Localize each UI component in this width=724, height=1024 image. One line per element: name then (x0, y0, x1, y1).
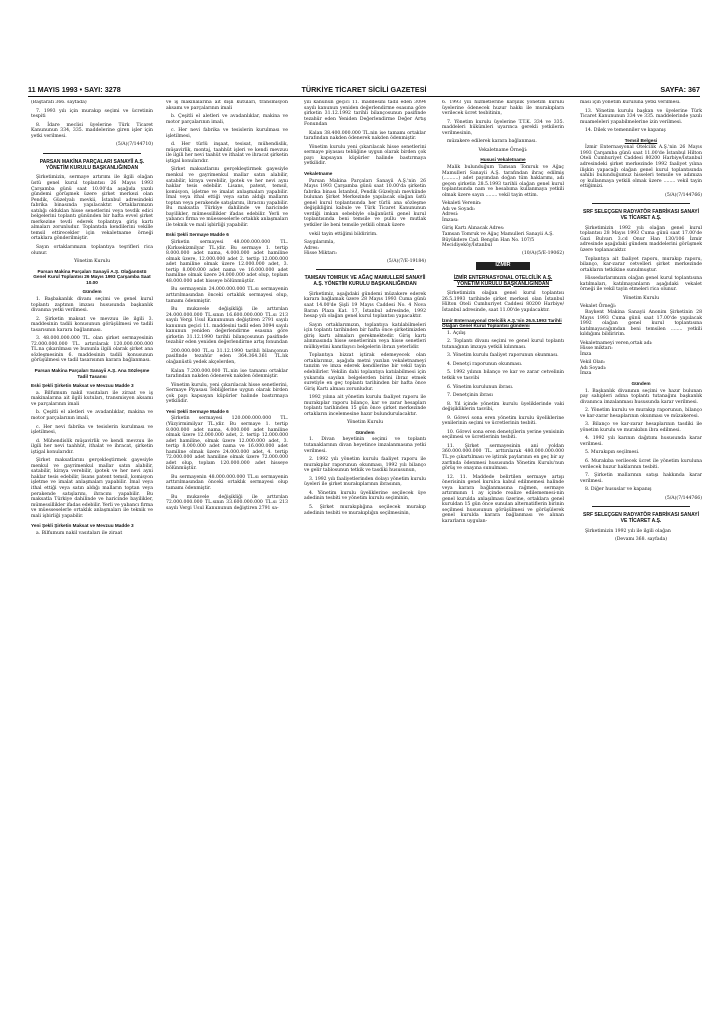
paragraph: Şirketimizin 1992 yılı olağan genel kurul toplantısı 28 Mayıs 1993 Cuma günü saat 17.00'de Gazi Bulvarı 3.cd Onur Han 130/106 İzmir adresinde aşağıdaki gündem maddelerini görüşmek üzere toplanacaktır. (580, 225, 702, 254)
form-field-label: Adı Soyadı: (580, 365, 607, 371)
agenda-item: 3. Bilanço ve kar-zarar hesaplarının tasdiki ile yönetim kurulu ve murakıbın ibra edilmesi. (580, 422, 702, 433)
paragraph: ve iş makinalarına ait dişli kutuları, transmisyon aksamı ve parçalarının imali (166, 100, 288, 111)
paragraph: Yönetim kurulu, yeni çıkarılacak hisse senetlerini, Sermaye Piyasası Tebliğlerine uygun olarak birden çok payı kapsayan küpürler halinde bastırmaya yetkilidir. (166, 382, 288, 405)
paragraph: Bu sermayenin 48.000.000.000 TL.sı sermayenin arttırılmasından önceki ortaklık sermayesi olup tamamı ödenmiştir. (166, 474, 288, 491)
agenda-item: 11. Şirket sermayesinin ani yoldan 360.000.000.000 TL. arttırılarak 480.000.000.000 TL.ye çıkartılması ve iştirak paylarının en geç bir ay zarfında ödenmesi hususunda Yönetim Kurulu'nun görüş ve onayına sunulması. (442, 443, 564, 472)
paragraph: Bu mukavele değişikliği ile arttırılan 24.000.000.000 TL.sının 16.600.000.000 TL.sı 213 sayılı Vergi Usul Kanununun değiştiren 2791 sayılı kanunun geçici 11. maddesini tadil eden 3094 sayılı kanunun yeniden değerlendirme esasına göre şirketin 31.12.1990 tarihli bilançosunun pasifinde tezahür eden yeniden değerlendirme artış fonundan (166, 307, 288, 346)
divider (592, 506, 690, 507)
agenda-item: 14. Dilek ve temenniler ve kapanış (585, 128, 666, 134)
agenda-item: 13. Yönetim kurulu başkan ve üyelerine Türk Ticaret Kanununun 334 ve 335. maddelerinde yazılı muameleleri yapabilmelerine izin verilmesi. (580, 108, 702, 125)
agenda-item: 5. 1992 yılının bilanço ve kar ve zarar cetvelinin tetkik ve tasvibi (442, 370, 564, 381)
agenda-item: 3. 48.000.000.000 TL. olan şirket sermayesinin 72.000.000.000 TL. artırılarak 120.000.000.000 TL.na çıkarılması ve bununla ilgili olarak şirket ana sözleşmesinin 6. maddesinin tadili konusunun görüşülmesi ve tadil tasarısının karara bağlanması. (31, 336, 153, 364)
agenda-item: müzakere edilerek karara bağlanması. (447, 139, 537, 145)
column-1 (31, 100, 153, 1005)
paragraph: Kalan 38.400.000.000 TL.nin ise tamamı ortaklar tarafından nakden ödenerek nakden ödenmiştir. (304, 130, 426, 142)
paragraph: Yönetim kurulu yeni çıkarılacak hisse senetlerini sermaye piyasası tebliğine uygun olarak birden çok payı kapsayan küpürler halinde bastırmaya yetkilidir. (304, 144, 426, 167)
agenda-item: 5. Şirket murakıplığına seçilecek murakıp adedinin tesbiti ve murakıplığın seçilmesinin, (304, 504, 426, 516)
notice-title: İZMİR ENTERNASYONAL OTELCİLİK A.Ş. YÖNETİM KURULU BAŞKANLIĞINDAN (453, 274, 553, 287)
form-field-label: Hisse Miktarı: (304, 251, 338, 257)
issue-date-number: 11 MAYIS 1993 • SAYI: 3278 (28, 85, 121, 94)
agenda-item: 6. Murakıba verilecek ücret ile yönetim kuruluna verilecek huzur haklarının tesbiti. (580, 459, 702, 470)
closing: Saygılarımla, (304, 240, 335, 246)
agenda-item: 6. Yönetim kurulunun ibrası. (447, 384, 514, 390)
paragraph: Toplantıya ait faaliyet raporu, murakıp raporu, bilanço, kar-zarar cetvelleri şirket merkezinde ortakların tetkikine sunulmuştur. (580, 256, 702, 273)
paragraph: Bu sermayenin 24.000.000.000 TL.sı sermayenin arttırılmasından önceki ortaklık sermayesi olup, tamamı ödenmiştir. (166, 287, 288, 304)
form-field-label: Vekaletnameyi veren,ortak adı: (580, 340, 653, 346)
agenda-item: 1. Başbakanlık divanı seçimi ve genel kurul toplantı zaptının imzası hususunda başkanlık divanına yetki verilmesi. (31, 297, 153, 314)
subheading: Vekaletname (304, 171, 333, 177)
agenda-item: 6. 1993 yılı hizmetlerine karşılık yönetim kurulu üyelerine ödenecek huzur hakkı ile murakıplara verilecek ücret tesbitinin, (442, 100, 564, 117)
paragraph: Şirket maksatlarını gerçekleştirmek gayesiyle menkul ve gayrimenkul mallar satın alabilir, satabilir, kiraya verebilir, ipotek ve her nevi aynı haklar tesis edebilir. Lisans, patent, temsil, komisyon, işletme ve imalat anlaşmaları yapabilir. İmal veya ithal ettiği veya satın aldığı malların toptan veya perakende satışlarını, ihracını yapabilir. Bu maksatla Türkiye dahilinde ve haricinde bayilikler, mümessillikler ifadas edebilir. Yerli ve yabancı firma ve müesseselerle ortaklık anlaşmaları ile teknik ve mali işbirliği yapabilir. (166, 167, 288, 228)
subheading: Eski Şekli Şirketin Maksat ve Mevzuu Madde 3 (31, 383, 134, 389)
paragraph: Şirketimiz, aşağıdaki gündemi müzakere ederek karara bağlamak üzere 28 Mayıs 1993 Cuma günü saat 14.00'de Şişli 19 Mayıs Caddesi No. 4 Nova Baran Plaza Kat. 17, İstanbul adresinde, 1992 hesap yılı olağan genel kurul toplantısı yapacaktır. (304, 291, 426, 320)
paragraph: Şirket maksatlarını gerçekleştirmek gayesiyle menkul ve gayrimenkul mallar satın alabilir, satabilir, kiraya verebilir, ipotek ve her nevi ayni haklar tesis edebilir, lisans patent temsil, komisyon işletme ve imalat anlaşmaları yapabilir. İmal veya ithal ettiği veya satın aldığı malların toptan veya perakende satışlarını, ihracını yapabilir. Bu maksatla Türkiye dahilinde ve haricinde bayilikler, mümessillikler ifadas edebilir. Yerli ve yabancı firma ve müesseselerle ortaklık anlaşmaları ile teknik ve mali işbirliği yapabilir. (31, 458, 153, 519)
reference-code: (10/A)(5/E-19062) (522, 250, 564, 256)
paragraph: Şirketimizin olağan genel kurul toplantısı 26.5.1993 tarihinde şirket merkezi olan İstanbul Hilton Oteli Cumhuriyet Caddesi 80200 Harbiye/İstanbul adresinde, saat 11.00'de yapılacaktır. (442, 291, 564, 313)
notice-title: PARSAN MAKİNA PARÇALARI SANAYİİ A.Ş. YÖNETİM KURULU BAŞKANLIĞINDAN (39, 158, 145, 171)
agenda-item: 2. Şirketin maksat ve mevzuu ile ilgili 3. maddesinin tadili konusunun görüşülmesi ve tadili tasarısının karara bağlanması. (31, 316, 153, 333)
subheading: Yeni Şekli Şirketin Maksat ve Mevzuu Madde 3 (31, 523, 134, 529)
paragraph: 200.000.000 TL.sı 31.12.1990 tarihli bilançonun pasifinde tezahür eden 364.364.361 TL.lık olağanüstü yedek akçelerden, (166, 348, 288, 366)
address-line: Tamsan Tomruk ve Ağaç Mamulleri Sanayii A.Ş. (442, 231, 554, 237)
agenda-item: 7. Yönetim kurulu üyelerine T.T.K. 334 ve 335. maddeleri hükümleri uyarınca gerekli yetkilerin verilmesinin, (442, 119, 564, 136)
agenda-item: 10. Görevi sona eren denetçilerin yerine yenisinin seçilmesi ve ücretlerinin tesbiti. (442, 429, 564, 441)
form-field-label: İmza (580, 371, 592, 377)
reference-code: (5/A)(7/144710) (116, 142, 153, 148)
paragraph: a. Bilfumum nakil vasıtaları ile ziraat (36, 530, 123, 536)
agenda-item: 2. Toplantı divanı seçimi ve genel kurul toplantı tutanağının imzaya yetkili kılınması. (442, 339, 564, 350)
notice-title: SRF SELEÇGEN RADYATÖR FABRİKASI SANAYİ VE TİCARET A.Ş. (583, 209, 699, 222)
paragraph: c. Her nevi fabrika ve tesislerin kurulması ve işletilmesi, (31, 424, 153, 436)
paragraph: Şirketin sermayesi 120.000.000.000 TL. (Yüzyirmimilyar TL.)dir. Bu sermaye 1. tertip 8.000.000 adet nama, 4.000.000 adet hamiline olmak üzere 12.000.000 adet, 2. tertip 12.000.000 adet hamiline, olmak üzere 12.000.000 adet, 3. tertip 8.000.000 adet nama ve 16.000.000 adet hamiline olmak üzere 24.000.000 adet, 4. tertip 72.000.000 adet hamiline olmak üzere 72.000.000 adet olup, toplam 120.000.000 adet hisseye bölünmüştür. (166, 416, 288, 472)
agenda-item: 2. 1992 yılı yönetim kurulu faaliyet raporu ile murakıplar raporunun okunması, 1992 yılı bilanço ve gelir tablosunun tetkik ve tasdiki hususunun, (304, 457, 426, 474)
paragraph: Baykent Makina Sanayii Anonim Şirketinin 28 Mayıs 1993 Cuma günü saat 17.00'de yapılacak 1992 olağan genel kurul toplantısına katılmayacağımdan beni temsilen ........ yetkili kıldığımı bildiririm. (580, 309, 702, 338)
form-field-label: Adresi: (442, 212, 459, 218)
agenda-item: 4. Yönetim kurulu üyeliklerine seçilecek üye adedinin tesbiti ve yönetim kurulu seçiminin, (304, 490, 426, 502)
column-3 (304, 100, 426, 1005)
subheading: Yeni Şekli Sermaye Madde 6 (166, 408, 229, 414)
paragraph: b. Çeşitli el aletleri ve avadanlıklar, makina ve motor parçalarının imali, (31, 410, 153, 421)
form-field-label: Giriş Kartı Alınacak Adres: (442, 226, 505, 232)
signature: Yönetim Kurulu (346, 420, 384, 426)
gazette-title: TÜRKİYE TİCARET SİCİLİ GAZETESİ (301, 85, 427, 94)
paragraph: Parsan Makina Parçaları Sanayii A.Ş.'nin 26 Mayıs 1993 Çarşamba günü saat 10.00'da şirketin fabrika binası İstanbul, Pendik Güzelyalı mevkiinde bulunan Şirket Merkezinde yapılacak olağan üstü genel kurul toplantısında her türlü ana sözleşme değişikliğini kabule ve Türk Ticaret Kanununun verdiği imkan sebebiyle olağanüstü genel kurul toplantısında beni temsile ve pullu ve mutlak yetkiler ile beni temsile yetkili olmak üzere (304, 178, 426, 228)
paragraph: Şirketimizin 1992 yılı ile ilgili olağan (585, 528, 671, 534)
agenda-item: ması için yönetim kuruluna yetki verilmesi. (580, 100, 681, 105)
reference-code: (5/A)(7/144766) (665, 495, 702, 501)
form-field-label: Vekaleti Verenin: (442, 201, 482, 207)
notice-title: TAMSAN TOMRUK VE AĞAÇ MAMULLERİ SANAYİİ A.Ş. YÖNETİM KURULU BAŞKANLIĞINDAN (304, 275, 426, 288)
form-field-label: Vekil Olan: (580, 360, 606, 366)
paragraph: b. Çeşitli el aletleri ve avadanlıklar, makina ve motor parçalarının imali, (166, 114, 288, 125)
paragraph: a. Bilfumum nakil vasıtaları ile ziraat ve iş makinalarına ait ilgili kutuları, transmisyon aksamı ve parçalarının imali (31, 390, 153, 407)
address-line: Büyükdere Cad. Bengün Han No. 107/5 Mecidiyeköy/İstanbul (442, 237, 535, 249)
agenda-item: 7. Denetçinin ibrası (447, 393, 493, 399)
signature: Yönetim Kurulu (73, 259, 111, 265)
agenda-heading: Gündem (355, 429, 375, 435)
agenda-item: 4. Denetçi raporunun okunması. (447, 361, 523, 367)
paragraph: c. Her nevi fabrika ve tesislerin kurulması ve işletilmesi, (166, 128, 288, 139)
subheading: Hususi Vekaletname (480, 157, 526, 163)
paragraph: İzmir Enternasyonal Otelcilik A.Ş.'nin 26 Mayıs 1993 Çarşamba günü saat 11.00'de İstanbul Hilton Oteli Cumhuriyet Caddesi 80200 Harbiye/İstanbul adresindeki şirket merkezinde 1992 faaliyet yılına ilişkin yapacağı olağan genel kurul toplantısında sahibi bulunduğumuz hisseleri temsile ve adımıza oy kullanmaya yetkili olmak üzere ........ vekil tayin ettiğimizi. (580, 145, 702, 190)
reference-code: (5/A)(7/144766) (665, 192, 702, 198)
paragraph: 8. İdare meclisi üyelerine Türk Ticaret Kanununun 334, 335. maddelerine giren işler için yetki verilmesi. (31, 122, 153, 139)
reference-code: (5/A)(7/E-19184) (386, 258, 426, 264)
subheading: Parsan Makina Parçaları Sanayii A.Ş. Ana Sözleşme Tadil Tasarısı (34, 368, 150, 379)
paragraph: Sayın ortaklarımızın, toplantıya katılabilmeleri için toplantı tarihinden bir hafta önce şirketimizden giriş kartı almaları gerekmektedir. Giriş kartı alınmasında hisse senetlerinin veya hisse senetleri mülkiyetini kanıtlayıcı belgelerin ibrazı yeterlidir. (304, 322, 426, 350)
paragraph: Toplantıya bizzat iştirak edemeyecek olan ortaklarımız, aşağıda metni yazılan vekaletnameyi tanzim ve imza ederek kendilerine bir vekil tayin edebilirler. Vekilin dahi toplantıya katılabilmesi için yukarıda sayılan belgelerden birini ibraz etmek suretiyle en geç toplantı tarihinden bir hafta önce Giriş Kartı alması zorunludur. (304, 353, 426, 392)
agenda-item: 1. Divan heyetinin seçimi ve toplantı tutanaklarının divan heyetince imzalanmasına yetki verilmesi. (304, 437, 426, 454)
paragraph: 7. 1993 yılı için murakıp seçimi ve ücretinin tespiti (31, 108, 153, 120)
form-field-label: İmza (580, 351, 592, 357)
continued-note: (Devamı 368. sayfada) (614, 537, 668, 543)
paragraph: d. Mühendislik müşavirlik ve kendi mevzuu ile ilgili her nevi taahhüt, ithalat ve ihracat, şirketin iştigal konularıdır. (31, 438, 153, 455)
form-field-label: İmzası: (442, 217, 459, 223)
signature: Yönetim Kurulu (622, 295, 660, 301)
paragraph: Bu mukavele değişikliği ile arttırılan 72.000.000.000 TL.sının 33.600.000.000 TL.sı 213 sayılı Vergi Usul Kanununun değiştiren 2791 sa- (166, 494, 288, 511)
column-2 (166, 100, 288, 1005)
agenda-item: 2. Yönetim kurulu ve murakıp raporunun, bilanço ve kar-zarar hesaplarının okunması ve müzakeresi. (580, 408, 702, 419)
divider (43, 153, 141, 154)
divider (592, 203, 690, 204)
divider (316, 269, 414, 270)
subheading: Vekaletname Örneği: (478, 147, 528, 153)
subheading: Eski Şekli Sermaye Madde 6 (166, 232, 229, 238)
form-field-label: Adres: (304, 245, 320, 251)
agenda-item: 12. 11. Maddede belirtilen sermaye artışı önerisinin genel kurulca kabul edilmemesi halinde veya karara bağlanmasına rağmen, sermaye artırımının 1 ay içinde realize edilememesi-nin genel kurulda anlaşılması üzerine, ortaklara genel kuruldan 15 gün önce sunulan alternatiflerin birinin seçilmesi hususunun görüşülmesi ve görüşülerek genel kurulda karara bağlanması ve alınan kararların uygulan- (442, 474, 564, 524)
page-header (28, 84, 700, 97)
agenda-item: 4. 1992 yılı karının dağıtımı hususunda karar verilmesi. (580, 436, 702, 447)
paragraph: d. Her türlü inşaat, tesisat, mühendislik, müşavirlik, montaj, taahhüt işleri ve kendi mevzuu ile ilgili her nevi taahüt ve ithalat ve ihracat şirketin iştigal konularıdır. (166, 142, 288, 164)
subheading: Temsil Belgesi (624, 137, 658, 143)
agenda-item: 5. Murakıpın seçilmesi. (585, 450, 640, 456)
agenda-item: 7. Şirketin mallarının satışı hakkında karar verilmesi. (580, 473, 702, 484)
city-heading: İZMİR (476, 262, 530, 270)
column-5 (580, 100, 702, 1005)
agenda-item: 8. Diğer hususlar ve kapanış (585, 487, 652, 493)
agenda-item: 3. 1992 yılı faaliyetlerinden dolayı yönetim kurulu üyeleri ile şirket murakıplarının ibrasının, (304, 476, 426, 488)
paragraph: vekil tayin ettiğimi bildiririm. (309, 231, 378, 237)
subheading: Parsan Makina Parçaları Sanayii A.Ş. Olağanüstü Genel Kurul Toplantısı 26 Mayıs 1993 Çarşamba Saat 10.00 (33, 268, 151, 285)
paragraph: Şirketin sermayesi 48.000.000.000 TL. (Kırksekizmilyar TL.)dir. Bu sermaye 1. tertip 8.000.000 adet nama, 4.000.000 adet hamiline olmak üzere, 12.000.000 adet 2. tertip 12.000.000 adet hamiline olmak üzere 12.000.000 adet, 3. tertip 8.000.000 adet nama ve 16.000.000 adet hamiline olmak üzere 24.000.000 adet olup, toplam 48.000.000 adet hisseye bölünmüştür. (166, 240, 288, 284)
paragraph: 1992 yılına ait yönetim kurulu faaliyet raporu ile murakıplar raporu bilanço, kar ve zarar hesapları toplantı tarihinden 15 gün önce şirket merkezinde ortakların incelemesine hazır bulundurulacaktır. (304, 395, 426, 417)
agenda-item: 8. Yıl içinde yönetim kurulu üyeliklerinde vaki değişikliklerin tasvibi, (442, 401, 564, 413)
agenda-item: 1. Başkanlık divanının seçimi ve hazır bulunan pay sahipleri adına toplantı tutanağını başkanlık divanınca imzalanması hususunda karar verilmesi. (580, 388, 702, 405)
page-number: SAYFA: 367 (660, 85, 700, 94)
agenda-item: 3. Yönetim kurulu faaliyet raporunun okunması. (447, 353, 559, 359)
subheading: Vekalet Örneği: (580, 304, 617, 310)
subheading: İzmir Enternasyonal Otelcilik A.Ş.'nin 26.5.1993 Tarihli Olağan Genel Kurul Toplantısı gündemi (442, 317, 562, 329)
paragraph: Şirketimizin, sermaye artırımı ile ilgili olağan üstü genel kurul toplantısı 26 Mayıs 1993 Çarşamba günü saat 10.00'da aşağıda yazılı gündemi görüşmek üzere şirket merkezi olan Pendik, Güzelyalı mevkii, İstanbul adresindeki fabrika binasında yapılacaktır. Ortaklarımızın satılığı olduklan hisse senetlerini veya tevdik edici belgelerini toplantı gününden bir hafta evvel şirket merkezine tevdi ederek toplantıya giriş kartı almaları zorunludur. Toplantıda kendilerini vekille temsil ettirecekler için vekaletname örneği ortaklara gönderilmiştir. (31, 175, 153, 242)
notice-title: SRF SELEÇGEN RADYATÖR FABRİKASI SANAYİ VE TİCARET A.Ş. (583, 512, 699, 525)
paragraph: Sayın ortaklarımızın toplantıya teşrifleri rica olunur. (31, 244, 153, 256)
column-4 (442, 100, 564, 1005)
paragraph: Malik bulunduğum Tamsan Tomruk ve Ağaç Mamulleri Sanayii A.Ş. tarafından ihraç edilmiş (..........) adet payımdan doğan tüm haklarımı, adı geçen şirketin 28.5.1993 tarihli olağan genel kurul toplantısında nam ve hesabıma kullanmaya yetkili olmak üzere sayın ........ vekil tayin ettim. (442, 164, 564, 198)
agenda-heading: Gündem (82, 289, 102, 295)
agenda-item: 9. Görevi sona eren yönetim kurulu üyeliklerine yenilerinin seçimi ve ücretlerinin tesbiti. (442, 415, 564, 427)
paragraph: Hissedarlarımızın olağan genel kurul toplantısına katılmaları, katılmayanların aşağıdaki vekalet örneği ile vekil tayin etmeleri rica olunur. (580, 276, 702, 293)
form-field-label: Adı ve Soyadı: (442, 206, 476, 212)
agenda-heading: Gündem (631, 380, 651, 386)
continued-from-note: (Baştarafı 366. sayfada) (31, 100, 87, 105)
form-field-label: Hisse miktarı: (580, 346, 613, 352)
paragraph: Kalan 7.200.000.000 TL.nin ise tamamı ortaklar tarafından nakden ödenerek nakden ödenmiştir. (166, 368, 288, 380)
paragraph: yılı kanunun geçici 11. maddesini tadil eden 3094 sayılı kanunun yeniden değerlendirme esasına göre şirketin 31.12.1992 tarihli bilançosunun pasifinde tezahür eden Yeniden Değerlendirme Değer Artış Fonundan (304, 100, 426, 128)
agenda-item: 1. Açılış (447, 330, 466, 336)
